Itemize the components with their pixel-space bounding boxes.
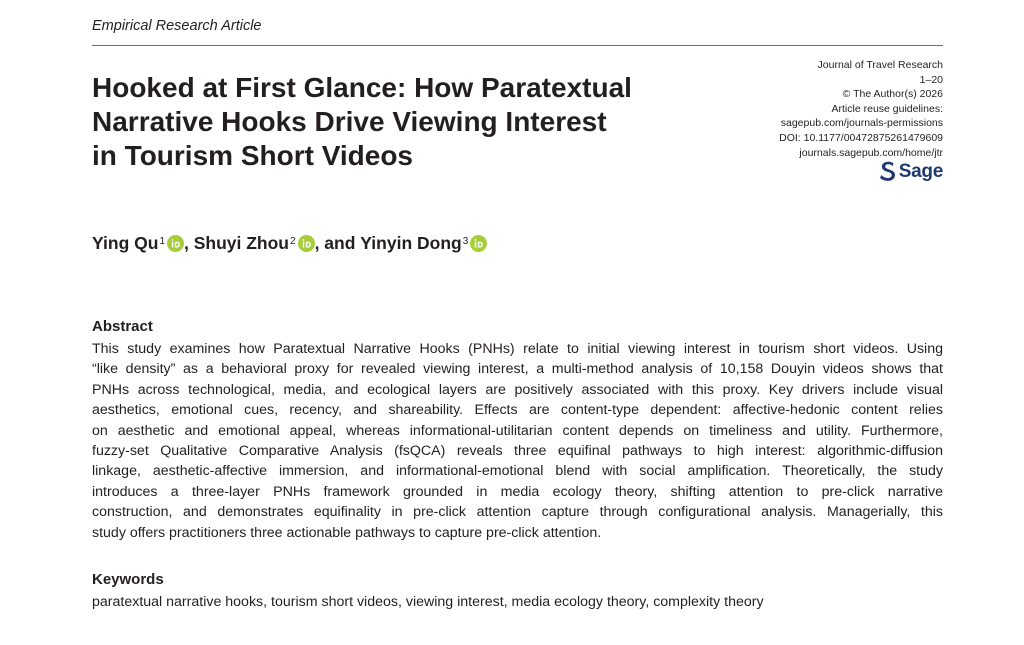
abstract-line: aesthetics, emotional cues, recency, and shareability. Effects are content-type dependent: affective-hedonic content relies bbox=[92, 402, 943, 419]
author-list bbox=[92, 233, 487, 254]
affiliation-marker: 1 bbox=[159, 236, 165, 247]
author-name: Shuyi Zhou bbox=[193, 233, 290, 253]
article-title bbox=[92, 71, 712, 173]
author-name: Yinyin Dong bbox=[360, 233, 462, 253]
author-separator: , and bbox=[314, 233, 361, 253]
keywords-heading: Keywords bbox=[92, 571, 164, 588]
abstract-heading: Abstract bbox=[92, 318, 153, 335]
journal-name: Journal of Travel Research bbox=[817, 59, 943, 71]
affiliation-marker: 2 bbox=[290, 236, 296, 247]
author[interactable] bbox=[92, 233, 184, 254]
orcid-icon[interactable] bbox=[298, 235, 315, 252]
abstract-line: introduces a three-layer PNHs framework grounded in media ecology theory, shifting attention to pre-click narrative bbox=[92, 483, 943, 500]
abstract-line: This study examines how Paratextual Narrative Hooks (PNHs) relate to initial viewing interest in tourism short videos. Using bbox=[92, 341, 943, 357]
orcid-icon[interactable] bbox=[470, 235, 487, 252]
author-separator: , bbox=[184, 233, 194, 253]
author[interactable] bbox=[360, 233, 487, 254]
abstract-line: PNHs across technological, media, and ecological layers are positively associated with this proxy. Key drivers include visual bbox=[92, 381, 943, 398]
abstract-line: fuzzy-set Qualitative Comparative Analysis (fsQCA) reveals three equifinal pathways to high interest: algorithmic-diffusion bbox=[92, 443, 943, 460]
abstract-line: construction, and demonstrates equifinality in pre-click attention capture through configurational analysis. Managerially, this bbox=[92, 504, 943, 521]
reuse-label: Article reuse guidelines: bbox=[831, 102, 943, 115]
abstract-line: “like density” as a behavioral proxy for revealed viewing interest, a multi-method analysis of 10,158 Douyin videos shows that bbox=[92, 361, 943, 378]
affiliation-marker: 3 bbox=[462, 236, 469, 247]
abstract-body bbox=[92, 339, 943, 543]
journal-link[interactable]: journals.sagepub.com/home/jtr bbox=[799, 146, 943, 159]
publisher-name: Sage bbox=[898, 160, 943, 182]
keywords-list: paratextual narrative hooks, tourism short videos, viewing interest, media ecology theory, complexity theory bbox=[92, 594, 764, 610]
doi[interactable]: DOI: 10.1177/00472875261479609 bbox=[779, 131, 943, 144]
abstract-line: on aesthetic and emotional appeal, whereas informational-utilitarian content depends on timeliness and utility. Furthermore, bbox=[92, 422, 943, 439]
header-rule bbox=[92, 45, 943, 46]
abstract-line: study offers practitioners three actionable pathways to capture pre-click attention. bbox=[92, 524, 602, 541]
author-name: Ying Qu bbox=[92, 233, 159, 253]
title-line: Narrative Hooks Drive Viewing Interest bbox=[92, 106, 607, 137]
article-type-label: Empirical Research Article bbox=[92, 18, 262, 34]
abstract-line: linkage, aesthetic-affective immersion, and informational-emotional blend with social amplification. Theoretically, the study bbox=[92, 463, 943, 480]
title-line: in Tourism Short Videos bbox=[92, 140, 414, 171]
title-line: Hooked at First Glance: How Paratextual bbox=[92, 72, 632, 103]
sage-s-icon bbox=[879, 160, 896, 183]
page-range: 1–20 bbox=[919, 73, 943, 86]
copyright: © The Author(s) 2026 bbox=[842, 88, 943, 101]
reuse-link[interactable]: sagepub.com/journals-permissions bbox=[780, 117, 943, 130]
orcid-icon[interactable] bbox=[167, 235, 184, 252]
author[interactable] bbox=[194, 233, 315, 254]
journal-meta bbox=[683, 58, 943, 160]
sage-logo bbox=[879, 160, 943, 183]
